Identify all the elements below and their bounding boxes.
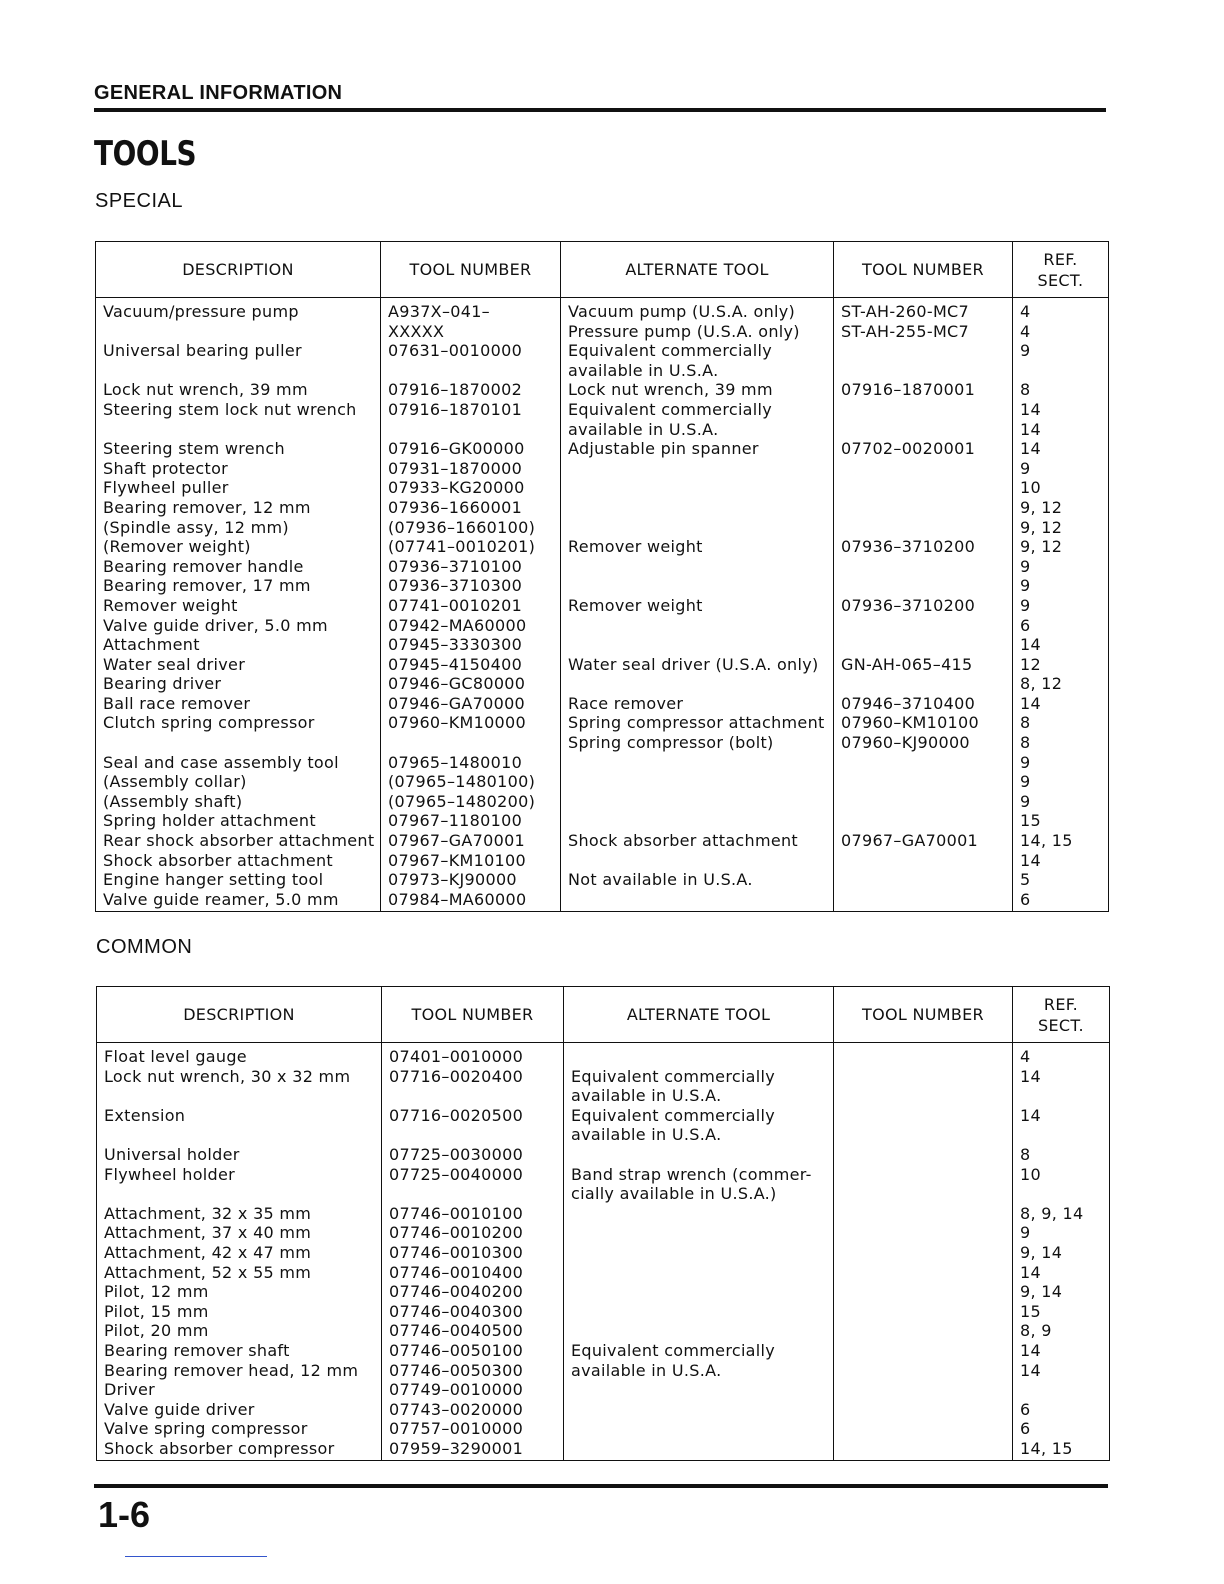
table-row — [96, 518, 1109, 538]
table-row — [96, 831, 1109, 851]
ref-section-cell: 4 — [1013, 1043, 1110, 1067]
ref-section-cell: 9 — [1013, 341, 1109, 380]
column-header-ref-section: REF. SECT. — [1013, 987, 1110, 1043]
ref-section-cell — [1013, 1380, 1110, 1400]
ref-section-cell: 9, 14 — [1013, 1282, 1110, 1302]
tool-number-cell: 07725–0040000 — [382, 1165, 564, 1204]
description-cell: Attachment, 42 x 47 mm — [97, 1243, 382, 1263]
description-cell: Valve guide driver — [97, 1400, 382, 1420]
description-cell: (Assembly shaft) — [96, 792, 381, 812]
ref-section-cell: 8, 9, 14 — [1013, 1204, 1110, 1224]
ref-section-cell: 9 — [1013, 753, 1109, 773]
ref-section-cell: 14 — [1013, 1361, 1110, 1381]
description-cell: (Remover weight) — [96, 537, 381, 557]
ref-section-cell: 14 — [1013, 694, 1109, 714]
alternate-tool-cell — [561, 753, 834, 773]
ref-section-cell: 14 — [1013, 1067, 1110, 1106]
column-header-alternate-tool-number: TOOL NUMBER — [834, 242, 1013, 298]
column-header-tool-number: TOOL NUMBER — [382, 987, 564, 1043]
description-cell: Shaft protector — [96, 459, 381, 479]
ref-section-cell: 9 — [1013, 772, 1109, 792]
special-tools-table — [95, 241, 1109, 912]
alternate-tool-number-cell — [834, 1043, 1013, 1067]
alternate-tool-number-cell — [834, 1223, 1013, 1243]
alternate-tool-number-cell: 07702–0020001 — [834, 439, 1013, 459]
ref-section-cell: 6 — [1013, 890, 1109, 912]
description-cell: Bearing remover, 12 mm — [96, 498, 381, 518]
ref-section-cell: 8, 9 — [1013, 1321, 1110, 1341]
alternate-tool-number-cell — [834, 478, 1013, 498]
alternate-tool-cell: Lock nut wrench, 39 mm — [561, 380, 834, 400]
ref-section-cell: 14, 15 — [1013, 1439, 1110, 1461]
tool-number-cell: 07967–GA70001 — [381, 831, 561, 851]
alternate-tool-cell: Adjustable pin spanner — [561, 439, 834, 459]
table-row — [96, 439, 1109, 459]
table-row — [97, 1223, 1110, 1243]
ref-section-cell: 8 8 — [1013, 713, 1109, 752]
footer-rule — [94, 1484, 1108, 1488]
description-cell: Valve spring compressor — [97, 1419, 382, 1439]
tool-number-cell: 07746–0010100 — [382, 1204, 564, 1224]
alternate-tool-cell: Equivalent commercially available in U.S.A. — [564, 1106, 834, 1145]
tool-number-cell: 07746–0040500 — [382, 1321, 564, 1341]
tool-number-cell: 07965–1480010 — [381, 753, 561, 773]
alternate-tool-cell: Remover weight — [561, 537, 834, 557]
description-cell: Vacuum/pressure pump — [96, 298, 381, 342]
ref-section-cell: 9 — [1013, 1223, 1110, 1243]
alternate-tool-number-cell — [834, 635, 1013, 655]
table-row — [96, 694, 1109, 714]
description-cell: Clutch spring compressor — [96, 713, 381, 752]
alternate-tool-cell — [564, 1400, 834, 1420]
ref-section-cell: 9, 12 — [1013, 518, 1109, 538]
tool-number-cell: 07960–KM10000 — [381, 713, 561, 752]
description-cell: Pilot, 15 mm — [97, 1302, 382, 1322]
alternate-tool-cell — [561, 498, 834, 518]
alternate-tool-cell: Remover weight — [561, 596, 834, 616]
alternate-tool-number-cell — [834, 341, 1013, 380]
table-row — [96, 772, 1109, 792]
description-cell: Driver — [97, 1380, 382, 1400]
description-cell: Remover weight — [96, 596, 381, 616]
table-row — [96, 557, 1109, 577]
alternate-tool-number-cell — [834, 890, 1013, 912]
ref-section-cell: 14 — [1013, 1341, 1110, 1361]
column-header-alternate-tool: ALTERNATE TOOL — [561, 242, 834, 298]
alternate-tool-number-cell — [834, 1145, 1013, 1165]
description-cell: Flywheel holder — [97, 1165, 382, 1204]
description-cell: Attachment — [96, 635, 381, 655]
alternate-tool-cell: Vacuum pump (U.S.A. only) Pressure pump (U.S.A. only) — [561, 298, 834, 342]
alternate-tool-number-cell — [834, 1380, 1013, 1400]
tool-number-cell: 07741–0010201 — [381, 596, 561, 616]
table-row — [97, 1106, 1110, 1145]
description-cell: Shock absorber attachment — [96, 851, 381, 871]
alternate-tool-number-cell — [834, 616, 1013, 636]
table-row — [96, 459, 1109, 479]
ref-section-cell: 12 — [1013, 655, 1109, 675]
alternate-tool-number-cell — [834, 1400, 1013, 1420]
ref-section-cell: 9 — [1013, 557, 1109, 577]
description-cell: Seal and case assembly tool — [96, 753, 381, 773]
tool-number-cell: 07967–KM10100 — [381, 851, 561, 871]
alternate-tool-number-cell — [834, 1165, 1013, 1204]
table-row — [96, 870, 1109, 890]
alternate-tool-number-cell — [834, 1067, 1013, 1106]
description-cell: Valve guide driver, 5.0 mm — [96, 616, 381, 636]
table-row — [97, 1361, 1110, 1381]
tool-number-cell: 07942–MA60000 — [381, 616, 561, 636]
table-row — [96, 792, 1109, 812]
alternate-tool-number-cell: 07916–1870001 — [834, 380, 1013, 400]
tool-number-cell: 07716–0020500 — [382, 1106, 564, 1145]
ref-section-cell: 14, 15 — [1013, 831, 1109, 851]
alternate-tool-cell — [564, 1380, 834, 1400]
column-header-tool-number: TOOL NUMBER — [381, 242, 561, 298]
tool-number-cell: (07965–1480100) — [381, 772, 561, 792]
page-title: TOOLS — [94, 134, 197, 174]
column-header-description: DESCRIPTION — [96, 242, 381, 298]
alternate-tool-cell — [561, 478, 834, 498]
alternate-tool-number-cell — [834, 851, 1013, 871]
ref-section-cell: 14 — [1013, 635, 1109, 655]
alternate-tool-cell — [564, 1419, 834, 1439]
alternate-tool-number-cell — [834, 1439, 1013, 1461]
tool-number-cell: 07749–0010000 — [382, 1380, 564, 1400]
description-cell: Attachment, 32 x 35 mm — [97, 1204, 382, 1224]
header-rule — [94, 108, 1106, 112]
table-row — [97, 1439, 1110, 1461]
tool-number-cell: 07945–4150400 — [381, 655, 561, 675]
alternate-tool-cell — [564, 1282, 834, 1302]
ref-section-cell: 8 — [1013, 1145, 1110, 1165]
table-row — [96, 635, 1109, 655]
description-cell: (Spindle assy, 12 mm) — [96, 518, 381, 538]
description-cell: Extension — [97, 1106, 382, 1145]
table-row — [97, 1145, 1110, 1165]
tool-number-cell: 07936–3710300 — [381, 576, 561, 596]
alternate-tool-cell — [561, 576, 834, 596]
alternate-tool-cell: available in U.S.A. — [564, 1361, 834, 1381]
alternate-tool-cell — [561, 772, 834, 792]
description-cell: Lock nut wrench, 39 mm — [96, 380, 381, 400]
tool-number-cell: 07967–1180100 — [381, 811, 561, 831]
ref-section-cell: 9, 14 — [1013, 1243, 1110, 1263]
ref-section-cell: 4 4 — [1013, 298, 1109, 342]
alternate-tool-number-cell — [834, 1321, 1013, 1341]
description-cell: Engine hanger setting tool — [96, 870, 381, 890]
tool-number-cell: 07916–GK00000 — [381, 439, 561, 459]
alternate-tool-cell — [564, 1321, 834, 1341]
table-row — [96, 890, 1109, 912]
alternate-tool-cell: Equivalent commercially available in U.S.A. — [561, 400, 834, 439]
alternate-tool-cell — [564, 1302, 834, 1322]
section-header: GENERAL INFORMATION — [94, 82, 343, 104]
alternate-tool-number-cell: 07967–GA70001 — [834, 831, 1013, 851]
alternate-tool-cell — [564, 1223, 834, 1243]
tool-number-cell: 07743–0020000 — [382, 1400, 564, 1420]
description-cell: Steering stem lock nut wrench — [96, 400, 381, 439]
column-header-ref-section: REF. SECT. — [1013, 242, 1109, 298]
table-row — [96, 811, 1109, 831]
common-label: COMMON — [96, 936, 193, 958]
table-row — [96, 400, 1109, 439]
description-cell: Universal bearing puller — [96, 341, 381, 380]
tool-number-cell: 07746–0050100 — [382, 1341, 564, 1361]
column-header-alternate-tool: ALTERNATE TOOL — [564, 987, 834, 1043]
description-cell: Bearing remover handle — [96, 557, 381, 577]
alternate-tool-cell — [564, 1243, 834, 1263]
alternate-tool-number-cell: GN-AH-065–415 — [834, 655, 1013, 675]
alternate-tool-cell: Equivalent commercially — [564, 1341, 834, 1361]
alternate-tool-cell — [564, 1043, 834, 1067]
alternate-tool-number-cell — [834, 576, 1013, 596]
description-cell: Bearing remover shaft — [97, 1341, 382, 1361]
table-header-row — [97, 987, 1110, 1043]
alternate-tool-cell — [564, 1263, 834, 1283]
alternate-tool-number-cell — [834, 1302, 1013, 1322]
ref-section-cell: 14 — [1013, 439, 1109, 459]
alternate-tool-number-cell — [834, 1341, 1013, 1361]
alternate-tool-number-cell — [834, 498, 1013, 518]
description-cell: Lock nut wrench, 30 x 32 mm — [97, 1067, 382, 1106]
tool-number-cell: 07916–1870002 — [381, 380, 561, 400]
ref-section-cell: 9, 12 — [1013, 498, 1109, 518]
tool-number-cell: 07936–1660001 — [381, 498, 561, 518]
special-label: SPECIAL — [95, 190, 183, 212]
common-tools-table — [96, 986, 1110, 1461]
alternate-tool-number-cell — [834, 1361, 1013, 1381]
table-row — [97, 1282, 1110, 1302]
description-cell: Float level gauge — [97, 1043, 382, 1067]
ref-section-cell: 8 — [1013, 380, 1109, 400]
tool-number-cell: 07916–1870101 — [381, 400, 561, 439]
ref-section-cell: 6 — [1013, 1419, 1110, 1439]
alternate-tool-number-cell — [834, 792, 1013, 812]
table-row — [96, 753, 1109, 773]
alternate-tool-number-cell — [834, 811, 1013, 831]
ref-section-cell: 15 — [1013, 1302, 1110, 1322]
alternate-tool-number-cell — [834, 1419, 1013, 1439]
alternate-tool-number-cell — [834, 557, 1013, 577]
alternate-tool-number-cell: 07936–3710200 — [834, 596, 1013, 616]
table-row — [96, 537, 1109, 557]
table-row — [96, 713, 1109, 752]
alternate-tool-cell — [564, 1439, 834, 1461]
table-row — [96, 380, 1109, 400]
tool-number-cell: 07746–0010300 — [382, 1243, 564, 1263]
description-cell: (Assembly collar) — [96, 772, 381, 792]
table-row — [97, 1165, 1110, 1204]
page-number: 1-6 — [98, 1494, 151, 1535]
tool-number-cell: 07946–GA70000 — [381, 694, 561, 714]
tool-number-cell: A937X–041– XXXXX — [381, 298, 561, 342]
alternate-tool-number-cell — [834, 753, 1013, 773]
tool-number-cell: 07746–0050300 — [382, 1361, 564, 1381]
alternate-tool-number-cell: 07936–3710200 — [834, 537, 1013, 557]
tool-number-cell: 07933–KG20000 — [381, 478, 561, 498]
table-row — [97, 1043, 1110, 1067]
table-row — [96, 655, 1109, 675]
ref-section-cell: 9 — [1013, 792, 1109, 812]
alternate-tool-number-cell — [834, 1106, 1013, 1145]
ref-section-cell: 9, 12 — [1013, 537, 1109, 557]
alternate-tool-number-cell — [834, 1263, 1013, 1283]
alternate-tool-number-cell — [834, 1282, 1013, 1302]
tool-number-cell: 07725–0030000 — [382, 1145, 564, 1165]
table-row — [97, 1419, 1110, 1439]
alternate-tool-cell — [561, 635, 834, 655]
ref-section-cell: 14 — [1013, 1106, 1110, 1145]
ref-section-cell: 14 14 — [1013, 400, 1109, 439]
tool-number-cell: 07631–0010000 — [381, 341, 561, 380]
ref-section-cell: 15 — [1013, 811, 1109, 831]
ref-section-cell: 8, 12 — [1013, 674, 1109, 694]
table-row — [97, 1204, 1110, 1224]
alternate-tool-number-cell: 07946–3710400 — [834, 694, 1013, 714]
description-cell: Attachment, 37 x 40 mm — [97, 1223, 382, 1243]
alternate-tool-cell — [561, 557, 834, 577]
table-row — [96, 498, 1109, 518]
alternate-tool-number-cell — [834, 400, 1013, 439]
table-header-row — [96, 242, 1109, 298]
description-cell: Ball race remover — [96, 694, 381, 714]
alternate-tool-cell — [561, 851, 834, 871]
link-underline — [125, 1556, 267, 1557]
tool-number-cell: 07716–0020400 — [382, 1067, 564, 1106]
tool-number-cell: 07746–0010200 — [382, 1223, 564, 1243]
table-row — [96, 576, 1109, 596]
tool-number-cell: 07959–3290001 — [382, 1439, 564, 1461]
alternate-tool-cell — [561, 811, 834, 831]
ref-section-cell: 6 — [1013, 1400, 1110, 1420]
description-cell: Universal holder — [97, 1145, 382, 1165]
tool-number-cell: 07984–MA60000 — [381, 890, 561, 912]
alternate-tool-number-cell: 07960–KM10100 07960–KJ90000 — [834, 713, 1013, 752]
tool-number-cell: 07746–0040200 — [382, 1282, 564, 1302]
alternate-tool-number-cell — [834, 772, 1013, 792]
description-cell: Bearing driver — [96, 674, 381, 694]
alternate-tool-number-cell — [834, 518, 1013, 538]
tool-number-cell: 07401–0010000 — [382, 1043, 564, 1067]
table-row — [97, 1302, 1110, 1322]
table-row — [97, 1321, 1110, 1341]
alternate-tool-cell: Water seal driver (U.S.A. only) — [561, 655, 834, 675]
tool-number-cell: 07757–0010000 — [382, 1419, 564, 1439]
tool-number-cell: 07945–3330300 — [381, 635, 561, 655]
ref-section-cell: 9 — [1013, 459, 1109, 479]
table-row — [97, 1341, 1110, 1361]
description-cell: Flywheel puller — [96, 478, 381, 498]
description-cell: Rear shock absorber attachment — [96, 831, 381, 851]
alternate-tool-cell — [564, 1204, 834, 1224]
table-row — [96, 478, 1109, 498]
alternate-tool-number-cell — [834, 674, 1013, 694]
alternate-tool-cell: Race remover — [561, 694, 834, 714]
table-row — [96, 674, 1109, 694]
alternate-tool-cell — [561, 459, 834, 479]
description-cell: Water seal driver — [96, 655, 381, 675]
tool-number-cell: (07741–0010201) — [381, 537, 561, 557]
column-header-alternate-tool-number: TOOL NUMBER — [834, 987, 1013, 1043]
ref-section-cell: 10 — [1013, 1165, 1110, 1204]
ref-section-cell: 14 — [1013, 1263, 1110, 1283]
ref-section-cell: 9 — [1013, 576, 1109, 596]
table-row — [96, 851, 1109, 871]
alternate-tool-number-cell — [834, 1243, 1013, 1263]
table-row — [96, 616, 1109, 636]
alternate-tool-number-cell: ST-AH-260-MC7 ST-AH-255-MC7 — [834, 298, 1013, 342]
description-cell: Attachment, 52 x 55 mm — [97, 1263, 382, 1283]
alternate-tool-cell: Band strap wrench (commer- cially available in U.S.A.) — [564, 1165, 834, 1204]
tool-number-cell: (07936–1660100) — [381, 518, 561, 538]
tool-number-cell: 07931–1870000 — [381, 459, 561, 479]
description-cell: Pilot, 20 mm — [97, 1321, 382, 1341]
description-cell: Bearing remover, 17 mm — [96, 576, 381, 596]
description-cell: Steering stem wrench — [96, 439, 381, 459]
table-row — [96, 341, 1109, 380]
table-row — [97, 1380, 1110, 1400]
table-row — [97, 1243, 1110, 1263]
alternate-tool-cell — [564, 1145, 834, 1165]
alternate-tool-cell: Equivalent commercially available in U.S.A. — [564, 1067, 834, 1106]
alternate-tool-cell: Equivalent commercially available in U.S.A. — [561, 341, 834, 380]
alternate-tool-cell — [561, 890, 834, 912]
alternate-tool-number-cell — [834, 1204, 1013, 1224]
alternate-tool-number-cell — [834, 459, 1013, 479]
tool-number-cell: 07936–3710100 — [381, 557, 561, 577]
description-cell: Valve guide reamer, 5.0 mm — [96, 890, 381, 912]
tool-number-cell: 07746–0040300 — [382, 1302, 564, 1322]
table-row — [96, 298, 1109, 342]
description-cell: Shock absorber compressor — [97, 1439, 382, 1461]
ref-section-cell: 9 — [1013, 596, 1109, 616]
alternate-tool-cell — [561, 616, 834, 636]
table-row — [97, 1400, 1110, 1420]
description-cell: Bearing remover head, 12 mm — [97, 1361, 382, 1381]
table-row — [97, 1263, 1110, 1283]
description-cell: Pilot, 12 mm — [97, 1282, 382, 1302]
alternate-tool-cell: Shock absorber attachment — [561, 831, 834, 851]
ref-section-cell: 14 — [1013, 851, 1109, 871]
alternate-tool-cell: Spring compressor attachment Spring compressor (bolt) — [561, 713, 834, 752]
tool-number-cell: (07965–1480200) — [381, 792, 561, 812]
table-row — [96, 596, 1109, 616]
alternate-tool-cell — [561, 674, 834, 694]
tool-number-cell: 07746–0010400 — [382, 1263, 564, 1283]
ref-section-cell: 6 — [1013, 616, 1109, 636]
description-cell: Spring holder attachment — [96, 811, 381, 831]
ref-section-cell: 5 — [1013, 870, 1109, 890]
tool-number-cell: 07946–GC80000 — [381, 674, 561, 694]
alternate-tool-cell — [561, 518, 834, 538]
alternate-tool-cell — [561, 792, 834, 812]
table-row — [97, 1067, 1110, 1106]
ref-section-cell: 10 — [1013, 478, 1109, 498]
alternate-tool-cell: Not available in U.S.A. — [561, 870, 834, 890]
column-header-description: DESCRIPTION — [97, 987, 382, 1043]
tool-number-cell: 07973–KJ90000 — [381, 870, 561, 890]
alternate-tool-number-cell — [834, 870, 1013, 890]
